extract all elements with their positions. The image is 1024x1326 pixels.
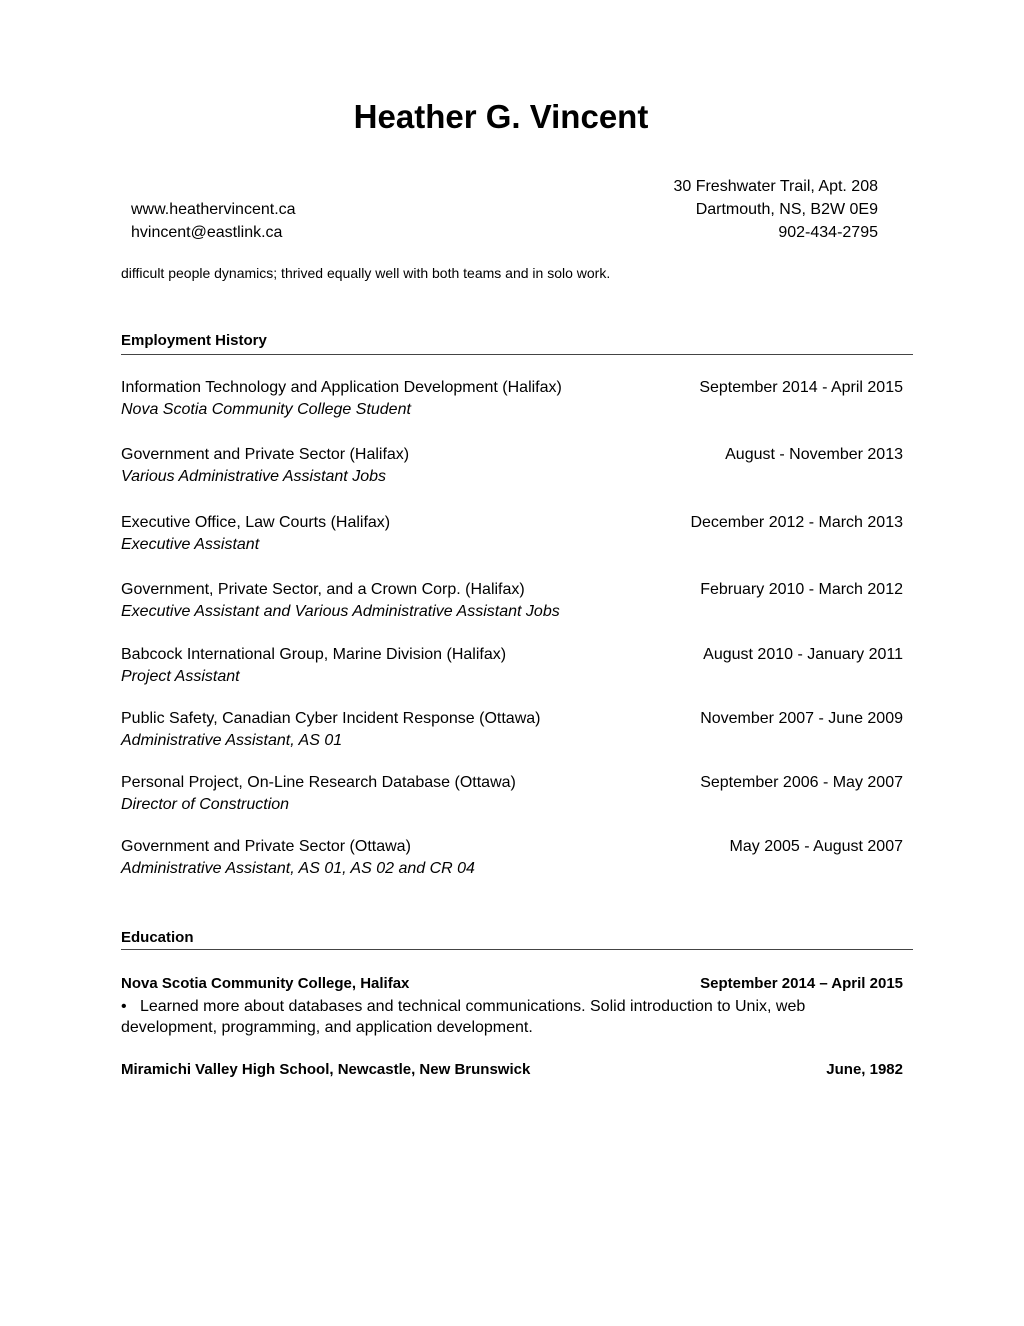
job-entry bbox=[121, 646, 903, 692]
job-entry bbox=[121, 446, 903, 492]
employment-divider bbox=[121, 354, 913, 355]
employment-heading: Employment History bbox=[121, 332, 267, 349]
address-line-2: Dartmouth, NS, B2W 0E9 bbox=[695, 201, 878, 218]
job-organization: Government and Private Sector (Halifax) bbox=[121, 446, 410, 463]
job-dates: May 2005 - August 2007 bbox=[729, 838, 903, 855]
school-dates: June, 1982 bbox=[826, 1061, 903, 1078]
job-dates: February 2010 - March 2012 bbox=[700, 581, 903, 598]
job-title: Project Assistant bbox=[121, 668, 240, 685]
job-entry bbox=[121, 774, 903, 820]
job-title: Executive Assistant bbox=[121, 536, 260, 553]
school-name: Miramichi Valley High School, Newcastle, New Brunswick bbox=[121, 1061, 531, 1078]
job-dates: August - November 2013 bbox=[725, 446, 903, 463]
education-heading: Education bbox=[121, 929, 194, 946]
job-dates: November 2007 - June 2009 bbox=[700, 710, 903, 727]
job-dates: September 2014 - April 2015 bbox=[699, 379, 903, 396]
job-dates: August 2010 - January 2011 bbox=[703, 646, 903, 663]
job-dates: September 2006 - May 2007 bbox=[700, 774, 903, 791]
summary-text: difficult people dynamics; thrived equally well with both teams and in solo work. bbox=[121, 265, 611, 281]
job-entry bbox=[121, 379, 903, 425]
email-link[interactable]: hvincent@eastlink.ca bbox=[131, 224, 283, 241]
job-organization: Public Safety, Canadian Cyber Incident Response (Ottawa) bbox=[121, 710, 541, 727]
school-name: Nova Scotia Community College, Halifax bbox=[121, 975, 410, 992]
job-organization: Executive Office, Law Courts (Halifax) bbox=[121, 514, 391, 531]
job-entry bbox=[121, 514, 903, 560]
job-title: Various Administrative Assistant Jobs bbox=[121, 468, 386, 485]
job-entry bbox=[121, 838, 903, 884]
job-title: Administrative Assistant, AS 01, AS 02 and CR 04 bbox=[121, 860, 475, 877]
address-line-1: 30 Freshwater Trail, Apt. 208 bbox=[673, 178, 878, 195]
job-title: Executive Assistant and Various Administrative Assistant Jobs bbox=[121, 603, 560, 620]
job-organization: Babcock International Group, Marine Division (Halifax) bbox=[121, 646, 507, 663]
education-bullet bbox=[121, 996, 861, 1038]
school-dates: September 2014 – April 2015 bbox=[700, 975, 903, 992]
job-title: Nova Scotia Community College Student bbox=[121, 401, 411, 418]
job-entry bbox=[121, 710, 903, 756]
phone-number: 902-434-2795 bbox=[778, 224, 878, 241]
job-dates: December 2012 - March 2013 bbox=[690, 514, 903, 531]
job-title: Director of Construction bbox=[121, 796, 290, 813]
job-entry bbox=[121, 581, 903, 627]
education-divider bbox=[121, 949, 913, 950]
website-link[interactable]: www.heathervincent.ca bbox=[131, 201, 296, 218]
resume-name: Heather G. Vincent bbox=[353, 98, 649, 135]
job-organization: Government, Private Sector, and a Crown Corp. (Halifax) bbox=[121, 581, 525, 598]
job-organization: Government and Private Sector (Ottawa) bbox=[121, 838, 411, 855]
job-organization: Personal Project, On-Line Research Database (Ottawa) bbox=[121, 774, 516, 791]
job-organization: Information Technology and Application Development (Halifax) bbox=[121, 379, 562, 396]
job-title: Administrative Assistant, AS 01 bbox=[121, 732, 343, 749]
education-bullet-text: Learned more about databases and technical communications. Solid introduction to Unix, web development, programming, and application development. bbox=[121, 998, 806, 1036]
bullet-icon: • bbox=[121, 998, 127, 1015]
